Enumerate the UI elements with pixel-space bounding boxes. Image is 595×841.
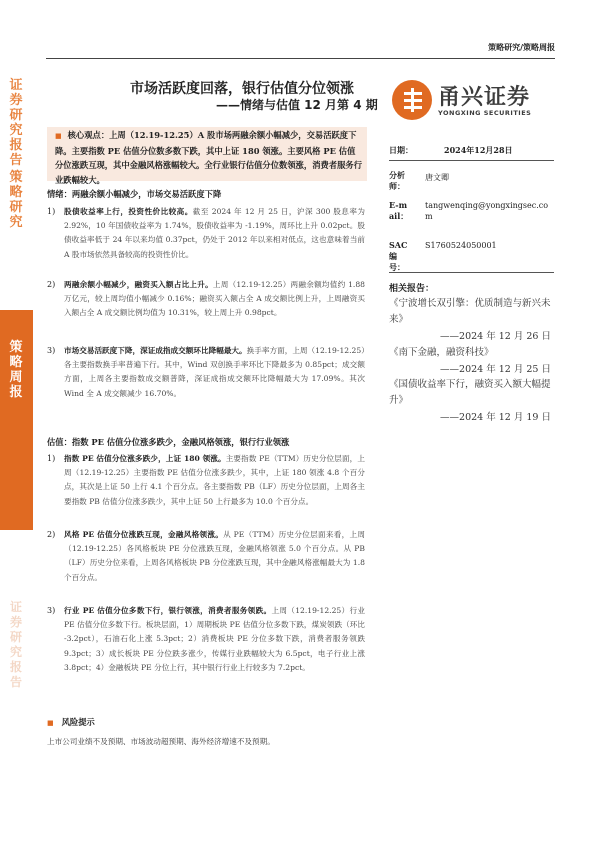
valuation-item-3 (47, 604, 365, 675)
keypoint-label: ■ 核心观点： (55, 130, 109, 140)
item-text: 主要指数 PE（TTM）历史分位层面，上周（12.19-12.25）主要指数 PE 估值分位涨多跌少，其中，上证 180 领涨 4.8 个百分点，其次是上证 50 上行 4.1 个百分点。各主要指数 PB（LF）历史分位层面，上周各主要指数 PB 估值分位涨多跌少，其中上证 50 上行最多为 10.0 个百分点。 (64, 454, 365, 506)
header-divider (46, 58, 555, 59)
risk-text: 上市公司业绩不及预期、市场波动超预期、海外经济增速不及预期。 (47, 737, 275, 746)
meta-analyst-label: 分析师： (389, 170, 405, 191)
item-headline: 指数 PE 估值分位涨多跌少，上证 180 领涨。 (64, 454, 226, 463)
sidebar-label-weekly: 策略周报 (9, 340, 23, 400)
item-headline: 两融余额小幅减少，融资买入额占比上升。 (64, 280, 213, 289)
related-report-2-date: ——2024 年 12 月 25 日 (440, 364, 551, 375)
item-headline: 市场交易活跃度下降，深证成指成交额环比降幅最大。 (64, 346, 247, 355)
related-reports-title: 相关报告： (389, 284, 435, 294)
sidebar-watermark: 证券研究报告 (9, 600, 22, 689)
item-headline: 风格 PE 估值分位涨跌互现，金融风格领涨。 (64, 530, 224, 539)
company-logo (392, 78, 552, 122)
meta-sac-label: SAC编号： (389, 240, 408, 272)
keypoint-text: 上周（12.19-12.25）A 股市场两融余额小幅减少，交易活跃度下降。主要指数 PE 估值分位数多数下跌，其中上证 180 领涨。主要风格 PE 估值分位涨跌互现，其中金融风格涨幅较大。全行业银行估值分位数领涨，消费者服务行业跌幅较大。 (55, 130, 362, 186)
sentiment-item-2 (47, 278, 365, 321)
risk-title: ■ 风险提示 (47, 716, 95, 728)
sentiment-section-title: 情绪：两融余额小幅减少，市场交易活跃度下降 (47, 189, 222, 199)
meta-date-value: 2024年12月28日 (444, 145, 513, 155)
item-headline: 股债收益率上行，投资性价比较高。 (64, 207, 193, 216)
item-text: 截至 2024 年 12 月 25 日，沪深 300 股息率为 2.92%，10 年国债收益率为 1.74%，股债收益率为 -1.19%，周环比上升 0.02pct。股债收益率低于 24 年以来均值 0.37pct，仍处于 2012 年以来相对低点，这也意味着当前 A 股市场依然具备较高的投资性价比。 (64, 207, 365, 259)
item-text: 从 PE（TTM）历史分位层面来看，上周（12.19-12.25）各风格板块 PE 分位涨跌互现，金融风格领涨 5.0 个百分点。从 PB（LF）历史分位来看，上周各风格板块 PB 分位涨跌互现，其中金融风格涨幅最大为 1.8 个百分点。 (64, 530, 365, 582)
item-number: 1) (47, 454, 56, 463)
keypoint-text-block (55, 128, 363, 188)
report-title: 市场活跃度回落，银行估值分位领涨 (130, 81, 354, 97)
logo-chinese-name: 甬兴证券 (438, 85, 531, 110)
valuation-item-1 (47, 452, 365, 509)
meta-email-label: E-mail： (389, 200, 409, 221)
sentiment-item-3 (47, 344, 365, 401)
related-report-3-date: ——2024 年 12 月 19 日 (440, 412, 551, 423)
related-report-3-title[interactable]: 《国债收益率下行，融资买入额大幅提升》 (389, 379, 551, 406)
valuation-item-2 (47, 528, 365, 585)
item-text: 换手率方面，上周（12.19-12.25）各主要指数换手率普遍下行。其中，Wind 双创换手率环比下降最多为 0.85pct；成交额方面，上周各主要指数成交额普降，深证成指成交额环比降幅最大为 17.09%。其次 Wind 全 A 成交额减少 16.70%。 (64, 346, 366, 398)
header-category: 策略研究/策略周报 (488, 43, 555, 52)
item-number: 3) (47, 346, 56, 355)
item-number: 2) (47, 280, 56, 289)
related-report-1-date: ——2024 年 12 月 26 日 (440, 331, 551, 342)
item-headline: 行业 PE 估值分位多数下行，银行领涨，消费者服务领跌。 (64, 606, 272, 615)
logo-mark-icon (392, 80, 432, 120)
meta-analyst-value: 唐文卿 (425, 173, 449, 182)
meta-date-label: 日期： (389, 145, 413, 155)
left-sidebar (0, 0, 33, 841)
meta-sac-value: S1760524050001 (425, 241, 497, 250)
item-number: 1) (47, 207, 56, 216)
report-subtitle: ——情绪与估值 12 月第 4 期 (216, 98, 378, 112)
related-report-2-title[interactable]: 《南下金融，融资科技》 (389, 347, 494, 358)
meta-divider (389, 160, 554, 161)
valuation-section-title: 估值：指数 PE 估值分位涨多跌少，金融风格领涨，银行行业领涨 (47, 437, 290, 447)
item-number: 3) (47, 606, 56, 615)
logo-english-name: YONGXING SECURITIES (438, 109, 532, 117)
sentiment-item-1 (47, 205, 365, 262)
item-text: 上周（12.19-12.25）两融余额均值约 1.88 万亿元，较上周均值小幅减少 0.16%；融资买入额占全 A 成交额比例上升，上周融资买入额占全 A 成交额比例均值为 10.31%，较上周上升 0.98pct。 (64, 280, 365, 318)
item-text: 上周（12.19-12.25）行业 PE 估值分位多数下行。板块层面，1）周期板块 PE 估值分位多数下跌，煤炭领跌（环比 -3.2pct），石油石化上涨 5.3pct；2）消费板块 PE 分位多数下跌，消费者服务领跌 9.3pct；3）成长板块 PE 分位跌多涨少，传媒行业跌幅较大为 6.5pct，电子行业上涨 3.8pct；4）金融板块 PE 分位上行，其中银行行业上行较多为 7.2pct。 (64, 606, 365, 672)
sidebar-label-report: 证券研究报告 (9, 78, 23, 168)
item-number: 2) (47, 530, 56, 539)
meta-divider (389, 272, 554, 273)
sidebar-label-research: 策略研究 (9, 170, 23, 230)
related-report-1-title[interactable]: 《宁波增长双引擎：优质制造与新兴未来》 (389, 298, 551, 325)
meta-email-value: tangwenqing@yongxingsec.com (425, 201, 549, 221)
